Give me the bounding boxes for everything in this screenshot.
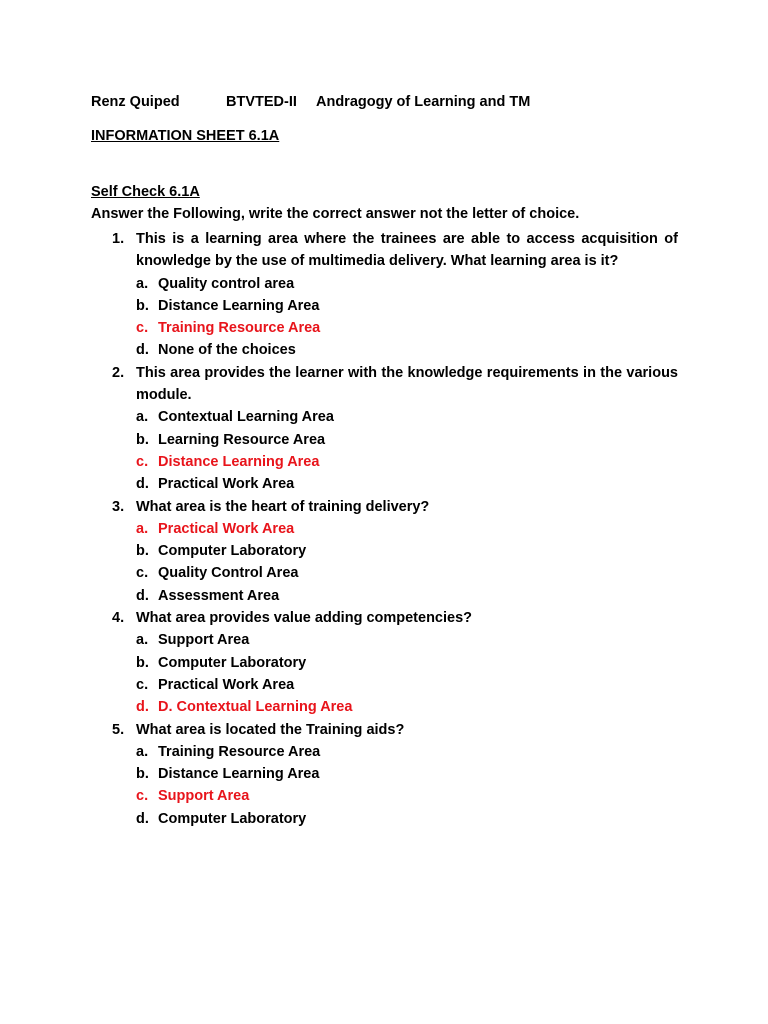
correct-answer-choice bbox=[136, 451, 678, 473]
question-text: What area provides value adding competencies? bbox=[136, 610, 473, 627]
correct-answer-choice bbox=[136, 696, 678, 718]
choice-list bbox=[136, 629, 678, 718]
choice-item bbox=[136, 674, 678, 696]
choice-text: Computer Laboratory bbox=[158, 543, 307, 560]
choice-item bbox=[136, 295, 678, 317]
choice-text: Distance Learning Area bbox=[158, 453, 320, 470]
choice-text: Contextual Learning Area bbox=[158, 409, 334, 426]
choice-text: None of the choices bbox=[158, 342, 296, 359]
question-item bbox=[91, 496, 678, 607]
choice-letter: d. bbox=[136, 587, 149, 604]
question-item bbox=[91, 228, 678, 362]
choice-item bbox=[136, 741, 678, 763]
choice-text: Assessment Area bbox=[158, 587, 280, 604]
question-number: 1. bbox=[112, 231, 125, 247]
choice-text: Computer Laboratory bbox=[158, 654, 307, 671]
choice-letter: a. bbox=[136, 632, 149, 649]
self-check-title: Self Check 6.1A bbox=[91, 184, 200, 200]
choice-text: Practical Work Area bbox=[158, 476, 295, 493]
subject-title: Andragogy of Learning and TM bbox=[316, 94, 531, 110]
question-text: This area provides the learner with the knowledge requirements in the various module. bbox=[136, 364, 678, 404]
choice-item bbox=[136, 652, 678, 674]
information-sheet-title: INFORMATION SHEET 6.1A bbox=[91, 128, 280, 144]
choice-text: Distance Learning Area bbox=[158, 766, 320, 783]
choice-item bbox=[136, 629, 678, 651]
question-text: What area is the heart of training delivery? bbox=[136, 498, 430, 515]
question-item bbox=[91, 607, 678, 718]
correct-answer-choice bbox=[136, 518, 678, 540]
choice-item bbox=[136, 808, 678, 830]
question-number: 4. bbox=[112, 610, 125, 627]
question-text: This is a learning area where the trainees are able to access acquisition of knowledge by the use of multimedia delivery. What learning area is it? bbox=[136, 231, 678, 270]
choice-text: Computer Laboratory bbox=[158, 810, 307, 827]
choice-item bbox=[136, 339, 678, 361]
choice-letter: a. bbox=[136, 520, 149, 537]
instruction-text: Answer the Following, write the correct answer not the letter of choice. bbox=[91, 206, 580, 222]
choice-letter: d. bbox=[136, 810, 149, 827]
choice-item bbox=[136, 540, 678, 562]
choice-text: Training Resource Area bbox=[158, 320, 321, 337]
choice-letter: b. bbox=[136, 297, 149, 314]
choice-item bbox=[136, 406, 678, 428]
choice-list bbox=[136, 741, 678, 830]
choice-item bbox=[136, 585, 678, 607]
choice-text: Support Area bbox=[158, 788, 250, 805]
question-number: 5. bbox=[112, 721, 125, 738]
document-header bbox=[91, 94, 530, 110]
choice-item bbox=[136, 473, 678, 495]
choice-text: Support Area bbox=[158, 632, 250, 649]
choice-letter: c. bbox=[136, 676, 149, 693]
question-list bbox=[91, 228, 678, 830]
choice-text: Learning Resource Area bbox=[158, 431, 326, 448]
choice-item bbox=[136, 763, 678, 785]
choice-letter: c. bbox=[136, 788, 149, 805]
choice-letter: c. bbox=[136, 320, 149, 337]
choice-text: Practical Work Area bbox=[158, 676, 295, 693]
choice-list bbox=[136, 273, 678, 362]
question-item bbox=[91, 362, 678, 496]
correct-answer-choice bbox=[136, 317, 678, 339]
choice-text: Quality Control Area bbox=[158, 565, 299, 582]
question-text: What area is located the Training aids? bbox=[136, 721, 405, 738]
choice-letter: b. bbox=[136, 543, 149, 560]
question-number: 3. bbox=[112, 498, 125, 515]
choice-letter: d. bbox=[136, 342, 149, 359]
choice-letter: c. bbox=[136, 453, 149, 470]
choice-item bbox=[136, 273, 678, 295]
question-number: 2. bbox=[112, 364, 125, 381]
choice-text: Quality control area bbox=[158, 275, 295, 292]
choice-text: D. Contextual Learning Area bbox=[158, 699, 353, 716]
choice-text: Practical Work Area bbox=[158, 520, 295, 537]
student-name: Renz Quiped bbox=[91, 94, 180, 110]
choice-list bbox=[136, 406, 678, 495]
choice-text: Training Resource Area bbox=[158, 743, 321, 760]
choice-letter: b. bbox=[136, 766, 149, 783]
choice-item bbox=[136, 429, 678, 451]
choice-letter: a. bbox=[136, 743, 149, 760]
choice-text: Distance Learning Area bbox=[158, 297, 320, 314]
choice-letter: b. bbox=[136, 654, 149, 671]
choice-letter: d. bbox=[136, 699, 149, 716]
question-item bbox=[91, 719, 678, 830]
choice-letter: d. bbox=[136, 476, 149, 493]
choice-letter: b. bbox=[136, 431, 149, 448]
choice-item bbox=[136, 562, 678, 584]
choice-letter: c. bbox=[136, 565, 149, 582]
choice-list bbox=[136, 518, 678, 607]
choice-letter: a. bbox=[136, 409, 149, 426]
correct-answer-choice bbox=[136, 785, 678, 807]
choice-letter: a. bbox=[136, 275, 149, 292]
course-code: BTVTED-II bbox=[226, 94, 297, 110]
